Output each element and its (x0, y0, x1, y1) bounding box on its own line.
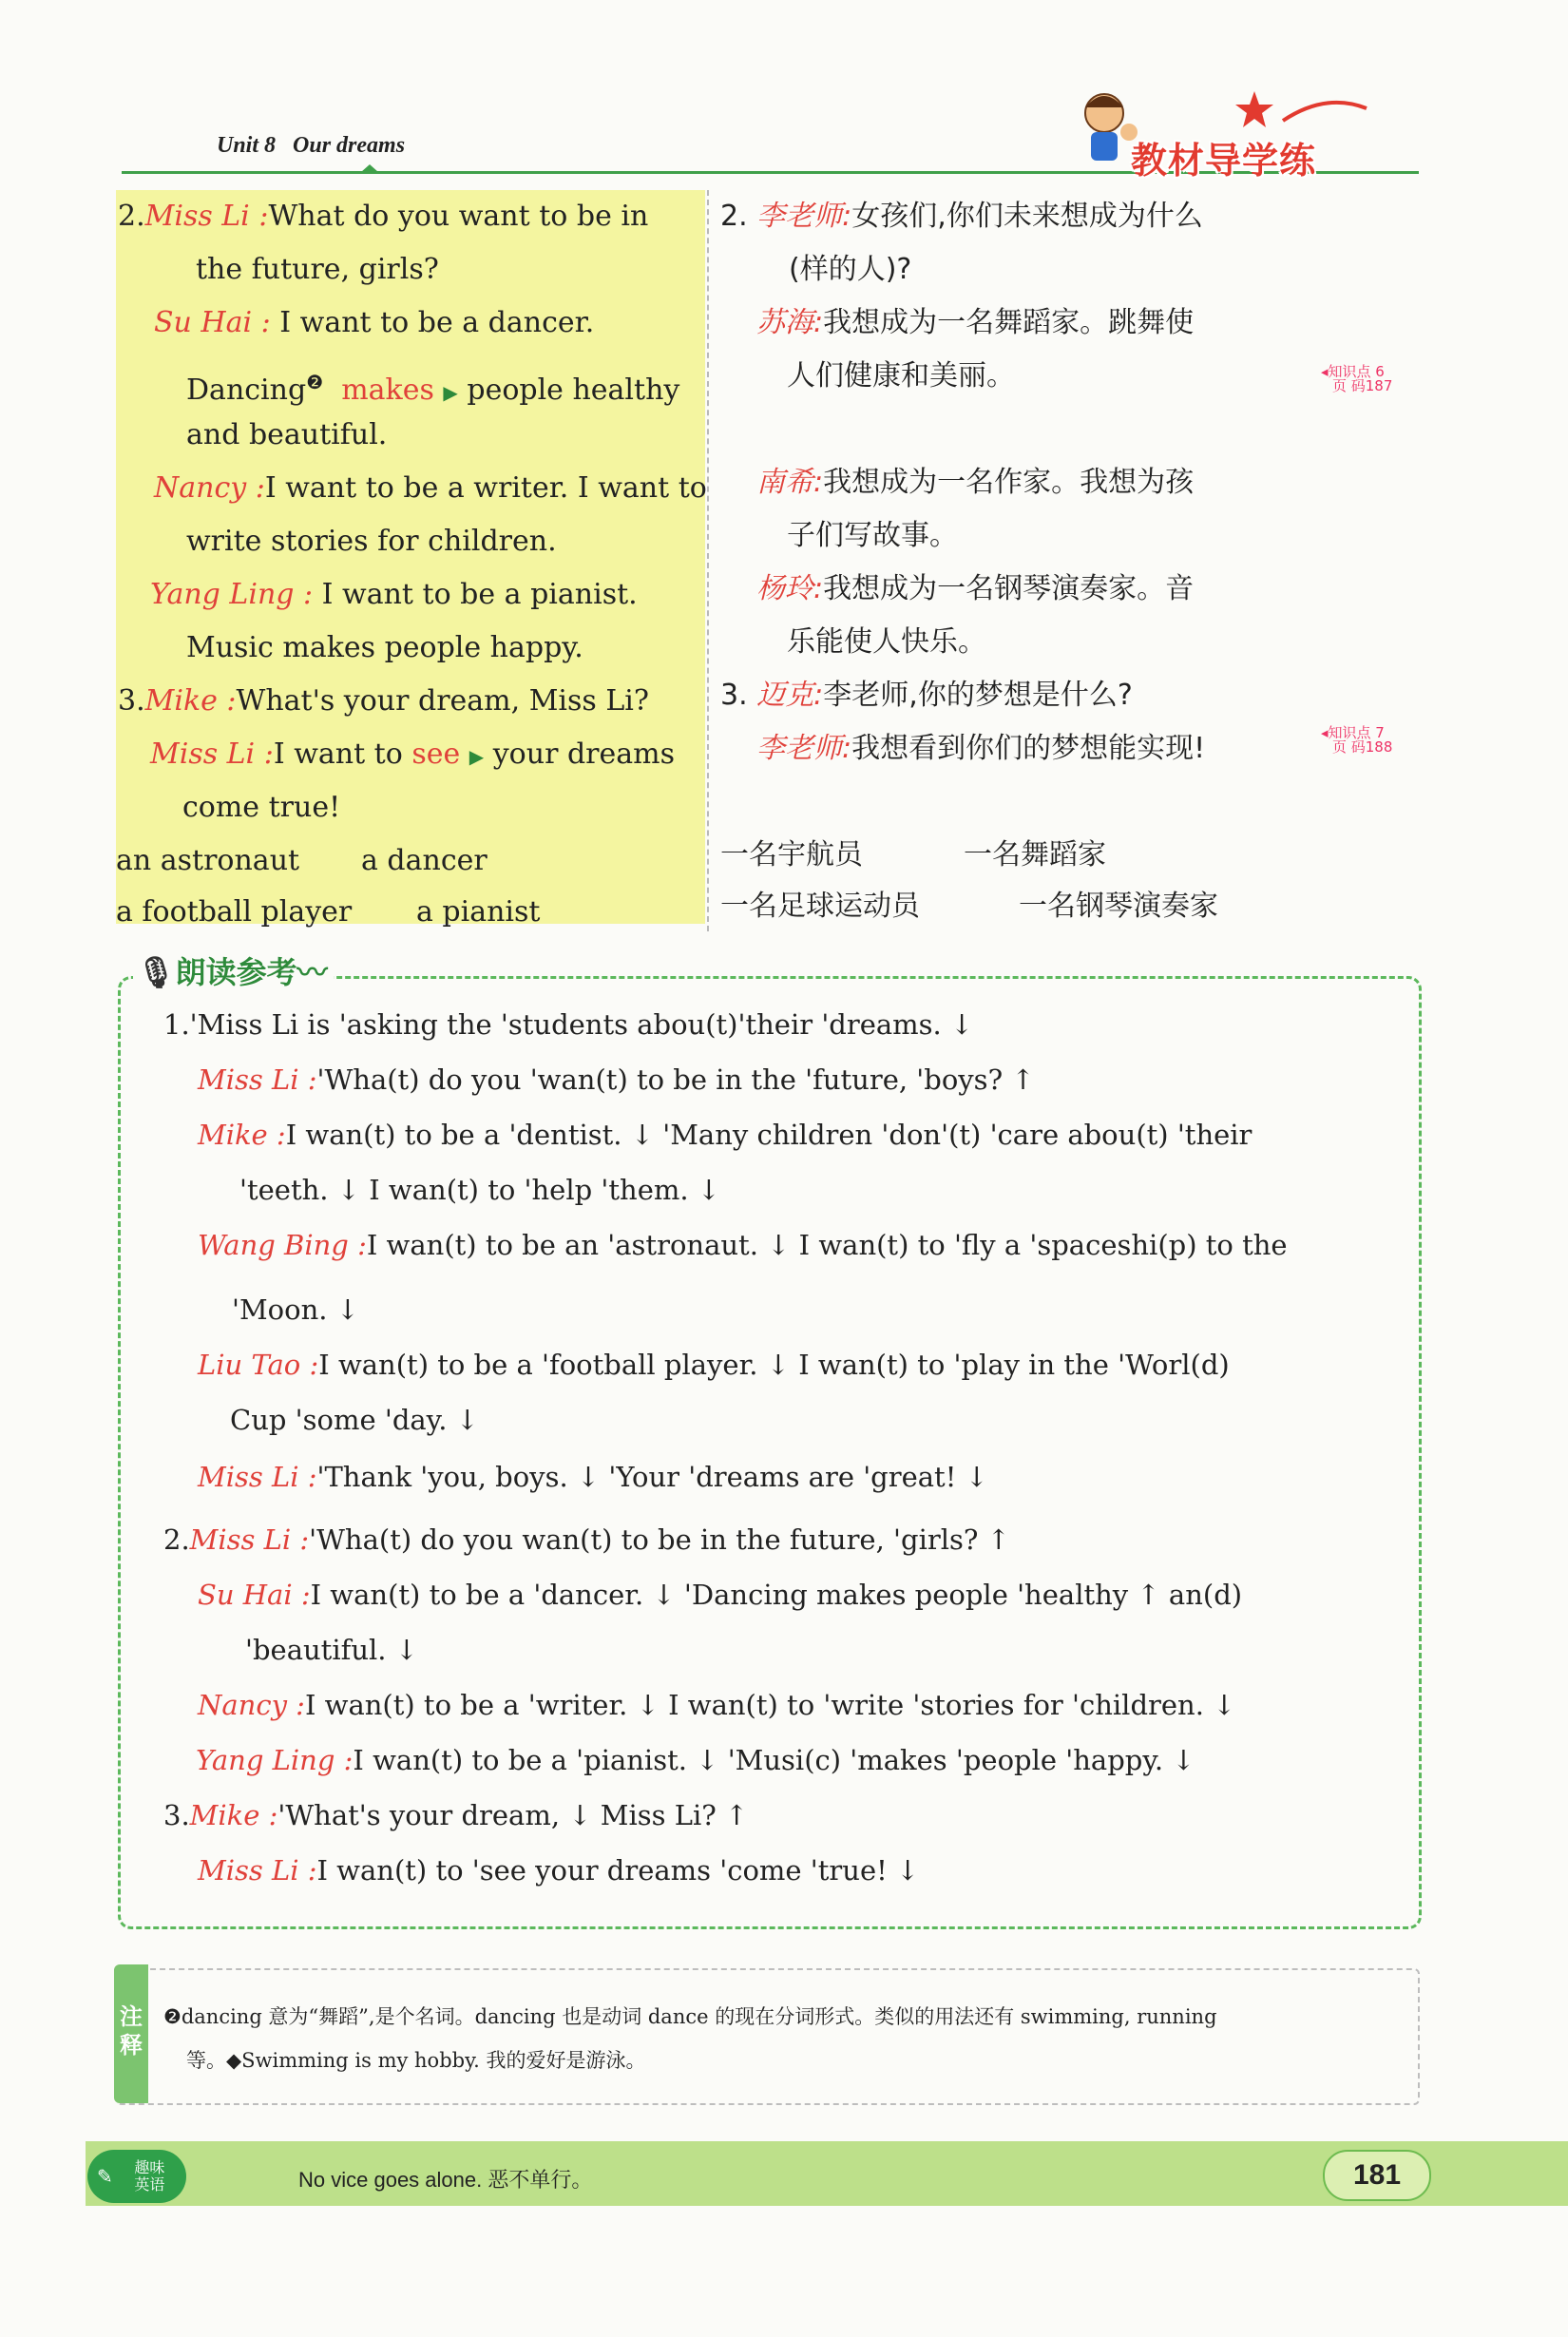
reading-line-8: Cup 'some 'day. ↓ (230, 1404, 479, 1436)
en-line-3: Su Hai : I want to be a dancer. (154, 306, 595, 339)
zh-line-9: 3. 迈克:李老师,你的梦想是什么? (720, 679, 1133, 712)
note-line-2: 等。◆Swimming is my hobby. 我的爱好是游泳。 (186, 2049, 646, 2072)
reading-line-11: Su Hai :I wan(t) to be a 'dancer. ↓ 'Dancing makes people 'healthy ↑ an(d) (198, 1579, 1243, 1611)
zh-line-6: 子们写故事。 (787, 519, 958, 552)
knowledge-point-tag[interactable]: ◂知识点 7 页 码188 (1321, 724, 1393, 756)
reading-line-3: Mike :I wan(t) to be a 'dentist. ↓ 'Many children 'don'(t) 'care abou(t) 'their (198, 1119, 1252, 1151)
zh-line-7: 杨玲:我想成为一名钢琴演奏家。音 (756, 572, 1195, 605)
notes-box (116, 1968, 1420, 2105)
microphone-icon: 🎙 (137, 954, 176, 990)
notes-tab: 注释 (114, 1964, 148, 2103)
note-line-1: ❷dancing 意为“舞蹈”,是个名词。dancing 也是动词 dance 的现在分词形式。类似的用法还有 swimming, running (163, 2005, 1217, 2028)
reading-line-9: Miss Li :'Thank 'you, boys. ↓ 'Your 'dreams are 'great! ↓ (198, 1461, 988, 1493)
vocab-dancer: a dancer (361, 844, 488, 877)
en-line-6: Nancy :I want to be a writer. I want to (154, 471, 707, 505)
audio-wave-icon[interactable]: 〰 (296, 954, 328, 990)
zh-line-1: 2. 李老师:女孩们,你们未来想成为什么 (720, 200, 1203, 233)
reading-line-6: 'Moon. ↓ (232, 1293, 359, 1326)
en-line-10: 3.Mike :What's your dream, Miss Li? (118, 684, 649, 718)
en-line-5: and beautiful. (186, 418, 388, 451)
vocab-pianist: a pianist (416, 895, 541, 929)
reading-line-1: 1.'Miss Li is 'asking the 'students abou(t)'their 'dreams. ↓ (163, 1008, 974, 1041)
zh-line-5: 南希:我想成为一名作家。我想为孩 (756, 466, 1195, 499)
unit-header (217, 133, 405, 159)
keyword-see: see (411, 737, 461, 771)
vocab-astronaut: an astronaut (116, 844, 300, 877)
vocab-football-player: a football player (116, 895, 353, 929)
reading-line-13: Nancy :I wan(t) to be a 'writer. ↓ I wan(t) to 'write 'stories for 'children. ↓ (198, 1689, 1236, 1721)
zh-line-3: 苏海:我想成为一名舞蹈家。跳舞使 (756, 306, 1195, 339)
zh-vocab-football-player: 一名足球运动员 (720, 890, 920, 923)
zh-line-4: 人们健康和美丽。 (787, 359, 1015, 393)
brand-title: 教材导学练 (1131, 140, 1317, 182)
zh-line-2: (样的人)? (789, 253, 912, 286)
en-line-4: Dancing$^❷$ makes ▶ people healthy (186, 371, 680, 407)
unit-number: Unit 8 (217, 133, 277, 158)
reading-line-5: Wang Bing :I wan(t) to be an 'astronaut. ↓ I wan(t) to 'fly a 'spaceshi(p) to the (198, 1229, 1288, 1261)
column-divider (707, 190, 709, 931)
reading-line-12: 'beautiful. ↓ (245, 1634, 419, 1666)
en-line-11: Miss Li :I want to see ▶ your dreams (150, 737, 675, 771)
en-line-12: come true! (182, 791, 341, 824)
en-line-9: Music makes people happy. (186, 631, 583, 664)
page-number: 181 (1323, 2150, 1431, 2201)
reading-line-16: Miss Li :I wan(t) to 'see your dreams 'come 'true! ↓ (198, 1854, 920, 1887)
reading-reference-title: 🎙朗读参考〰 (133, 948, 334, 992)
keyword-arrow-icon: ▶ (443, 381, 458, 404)
zh-vocab-pianist: 一名钢琴演奏家 (1019, 890, 1218, 923)
en-line-1: 2.Miss Li :What do you want to be in (118, 200, 649, 233)
keyword-arrow-icon: ▶ (468, 745, 485, 768)
pencil-icon: ✎ (97, 2165, 113, 2188)
reading-line-2: Miss Li :'Wha(t) do you 'wan(t) to be in the 'future, 'boys? ↑ (198, 1063, 1035, 1096)
reading-line-15: 3.Mike :'What's your dream, ↓ Miss Li? ↑ (163, 1799, 749, 1831)
zh-line-8: 乐能使人快乐。 (787, 625, 986, 659)
reading-line-14: Yang Ling :I wan(t) to be a 'pianist. ↓ 'Musi(c) 'makes 'people 'happy. ↓ (196, 1744, 1195, 1776)
footer-proverb: No vice goes alone. 恶不单行。 (298, 2168, 593, 2192)
zh-vocab-dancer: 一名舞蹈家 (964, 838, 1106, 872)
star-swoosh-icon (1235, 87, 1368, 135)
reading-line-4: 'teeth. ↓ I wan(t) to 'help 'them. ↓ (239, 1174, 721, 1206)
en-line-8: Yang Ling : I want to be a pianist. (150, 578, 638, 611)
note-marker: ❷ (306, 371, 324, 393)
unit-title: Our dreams (293, 133, 406, 158)
en-line-7: write stories for children. (186, 525, 557, 558)
fun-english-badge: ✎ 趣味英语 (87, 2150, 186, 2203)
knowledge-point-tag[interactable]: ◂知识点 6 页 码187 (1321, 363, 1393, 394)
reading-line-7: Liu Tao :I wan(t) to be a 'football player. ↓ I wan(t) to 'play in the 'Worl(d) (198, 1349, 1230, 1381)
zh-line-10: 李老师:我想看到你们的梦想能实现! (756, 732, 1206, 765)
reading-line-10: 2.Miss Li :'Wha(t) do you wan(t) to be in the future, 'girls? ↑ (163, 1523, 1010, 1556)
zh-vocab-astronaut: 一名宇航员 (720, 838, 863, 872)
keyword-makes: makes (341, 374, 434, 407)
en-line-2: the future, girls? (196, 253, 439, 286)
